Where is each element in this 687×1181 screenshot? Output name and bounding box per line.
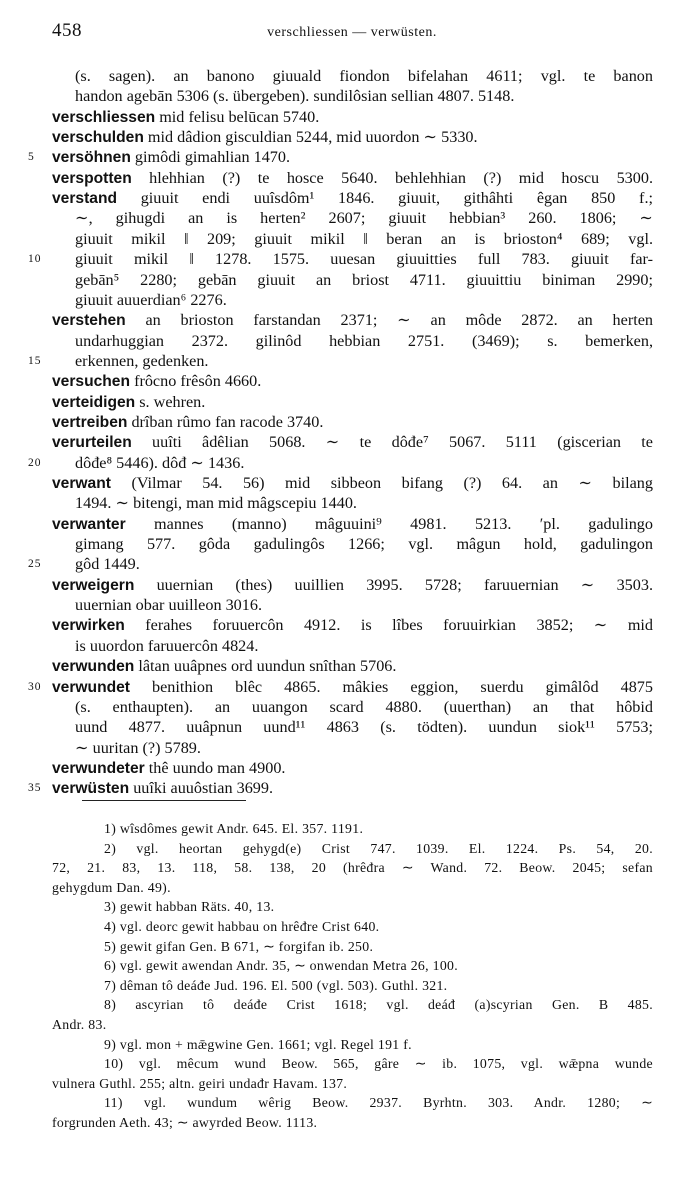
entry-line (0, 432, 687, 453)
entry-body: (s. enthaupten). an uuangon scard 4880. (uuerthan) an that hôbid (75, 697, 653, 716)
entry-text (52, 371, 653, 392)
footnote-text: 5) gewit gifan Gen. B 671, ∼ forgifan ib. 250. (104, 938, 374, 954)
entry-line (0, 351, 687, 372)
entry-body: uuernian obar uuilleon 3016. (75, 596, 263, 615)
entry-body: uuîki auuôstian 3699. (129, 779, 274, 798)
entry-body: mannes (manno) mâguuini⁹ 4981. 5213. ′pl. gadulingo (125, 514, 653, 533)
entry-line (0, 188, 687, 209)
entry-text (75, 554, 653, 575)
headword: verwant (52, 475, 111, 492)
line-number: 20 (28, 456, 42, 469)
headword: verwunden (52, 658, 135, 676)
headword: versöhnen (52, 149, 131, 167)
headword: verspotten (52, 169, 132, 187)
entry-text (52, 147, 653, 168)
headword: verwirken (52, 617, 125, 635)
entry-line (0, 127, 687, 148)
headword: verstehen (52, 312, 126, 330)
entry-text (75, 697, 653, 718)
footnote-line (0, 1092, 687, 1113)
footnote-line (0, 877, 687, 898)
entry-body: uuernian (thes) uuillien 3995. 5728; faruuernian ∼ 3503. (134, 575, 653, 594)
entry-text (52, 615, 653, 636)
footnote-line (0, 916, 687, 937)
footnote-line (0, 857, 687, 878)
entry-text (75, 229, 653, 250)
entry-body: lâtan uuâpnes ord uundun snîthan 5706. (134, 657, 397, 676)
entry-text (75, 351, 653, 372)
footnote-text: 11) vgl. wundum wêrig Beow. 2937. Byrhtn. 303. Andr. 1280; ∼ (104, 1095, 653, 1111)
entry-text (52, 188, 653, 209)
entry-line (0, 392, 687, 413)
headword: verschliessen (52, 108, 156, 126)
entry-body: drîban rûmo fan racode 3740. (127, 412, 324, 431)
footnote-text: 4) vgl. deorc gewit habbau on hrêđre Crist 640. (104, 919, 380, 934)
headword: verwüsten (52, 780, 130, 798)
entry-text (75, 208, 653, 229)
footnote-line (0, 975, 687, 996)
footnote-text: forgrunden Aeth. 43; ∼ awyrded Beow. 1113. (52, 1115, 318, 1130)
entry-line (0, 147, 687, 168)
entry-body: 1494. ∼ bitengi, man mid mâgscepiu 1440. (75, 494, 357, 513)
entry-text (75, 86, 653, 107)
line-number: 25 (28, 558, 42, 571)
footnote-text: 3) gewit habban Räts. 40, 13. (104, 899, 275, 915)
line-number: 10 (28, 253, 42, 266)
entry-line (0, 473, 687, 494)
entry-body: mid felisu belūcan 5740. (155, 107, 320, 126)
entry-body: uund 4877. uuâpnun uund¹¹ 4863 (s. tödten). uundun siok¹¹ 5753; (75, 718, 653, 737)
entry-line (0, 249, 687, 270)
entry-line (0, 168, 687, 189)
footnote-separator (82, 800, 246, 801)
entry-text (75, 738, 653, 759)
entry-body: uuîti âdêlian 5068. ∼ te dôđe⁷ 5067. 5111 (giscerian te (131, 433, 653, 452)
headword: verschulden (52, 129, 144, 147)
entry-line (0, 534, 687, 555)
entry-line (0, 270, 687, 291)
entry-text (52, 168, 653, 189)
entry-body: gimôdi gimahlian 1470. (130, 148, 291, 167)
entry-line (0, 778, 687, 799)
line-number: 15 (28, 354, 42, 367)
entry-line (0, 738, 687, 759)
entry-text (52, 758, 653, 779)
entry-line (0, 514, 687, 535)
footnote-text: Andr. 83. (52, 1017, 107, 1032)
entry-line (0, 656, 687, 677)
footnote-line (0, 1014, 687, 1035)
entry-text (52, 412, 653, 433)
headword: verstand (52, 190, 118, 208)
entry-body: (Vilmar 54. 56) mid sibbeon bifang (?) 64. an ∼ bilang (110, 474, 653, 492)
entry-text (52, 575, 653, 596)
entry-text (75, 595, 653, 616)
entry-line (0, 107, 687, 128)
entry-line (0, 595, 687, 616)
entry-text (75, 534, 653, 555)
entry-line (0, 554, 687, 575)
entry-text (75, 636, 653, 657)
footnote-line (0, 896, 687, 917)
footnote-text: 72, 21. 83, 13. 118, 58. 138, 20 (hrêđra ∼ Wand. 72. Beow. 2045; sefan (52, 860, 653, 876)
page-number: 458 (52, 20, 82, 41)
footnote-line (0, 936, 687, 957)
entry-line (0, 86, 687, 107)
entry-text (75, 453, 653, 474)
footnote-text: 10) vgl. mêcum wund Beow. 565, gâre ∼ ib. 1075, vgl. wǣpna wunde (104, 1056, 653, 1072)
headword: verwundet (52, 678, 130, 696)
running-head: verschliessen — verwüsten. (267, 25, 437, 40)
entry-line (0, 758, 687, 779)
line-number: 30 (28, 680, 42, 693)
entry-text (75, 290, 653, 311)
entry-line (0, 310, 687, 331)
entry-body: gebān⁵ 2280; gebān giuuit an briost 4711. giuuittiu biniman 2990; (75, 270, 653, 289)
entry-text (75, 493, 653, 514)
entry-text (52, 432, 653, 453)
entry-text (75, 249, 653, 270)
entry-line (0, 412, 687, 433)
footnote-line (0, 838, 687, 859)
entry-line (0, 636, 687, 657)
entry-line (0, 717, 687, 738)
entry-text (52, 310, 653, 331)
entry-body: giuuit endi uuîsdôm¹ 1846. giuuit, githâhti êgan 850 f.; (117, 189, 653, 208)
headword: vertreiben (52, 413, 128, 431)
footnote-line (0, 994, 687, 1015)
entry-body: gimang 577. gôda gadulingôs 1266; vgl. mâgun hold, gadulingon (75, 535, 653, 554)
footnote-text: 2) vgl. heortan gehygd(e) Crist 747. 1039. El. 1224. Ps. 54, 20. (104, 840, 653, 856)
footnote-line (0, 818, 687, 839)
entry-text (75, 717, 653, 738)
entry-text (52, 392, 653, 413)
entry-line (0, 208, 687, 229)
entry-body: undarhuggian 2372. gilinôd hebbian 2751. (3469); s. bemerken, (75, 331, 653, 350)
entry-body: ∼ uuritan (?) 5789. (75, 738, 201, 757)
headword: verteidigen (52, 393, 136, 411)
entry-text (75, 331, 653, 352)
footnote-line (0, 1112, 687, 1133)
entry-line (0, 229, 687, 250)
entry-body: gôd 1449. (75, 555, 140, 574)
footnote-line (0, 1034, 687, 1055)
entry-text (52, 514, 653, 535)
footnote-text: 9) vgl. mon + mǣgwine Gen. 1661; vgl. Regel 191 f. (104, 1036, 412, 1052)
footnote-text: vulnera Guthl. 255; altn. geiri undađr Havam. 137. (52, 1075, 348, 1091)
entry-line (0, 371, 687, 392)
entry-text (75, 66, 653, 87)
entry-body: mid dâdion gisculdian 5244, mid uuordon ∼ 5330. (143, 128, 478, 147)
entry-body: an brioston farstandan 2371; ∼ an môde 2872. an herten (125, 311, 653, 330)
entry-line (0, 677, 687, 698)
entry-text (52, 778, 653, 799)
entry-body: ∼, gihugdi an is herten² 2607; giuuit hebbian³ 260. 1806; ∼ (75, 209, 653, 228)
page-header (52, 20, 652, 44)
footnote-text: 6) vgl. gewit awendan Andr. 35, ∼ onwendan Metra 26, 100. (104, 958, 458, 974)
headword: verwundeter (52, 759, 145, 777)
entry-text (52, 473, 653, 494)
line-number: 35 (28, 782, 42, 795)
entry-body: handon agebān 5306 (s. übergeben). sundilôsian sellian 4807. 5148. (75, 87, 515, 106)
entry-body: giuuit mikil ‖ 1278. 1575. uuesan giuuitties full 783. giuuit far- (75, 250, 653, 269)
entry-text (52, 656, 653, 677)
entry-text (75, 270, 653, 291)
entry-line (0, 493, 687, 514)
footnote-text: 7) dêman tô deáđe Jud. 196. El. 500 (vgl. 503). Guthl. 321. (104, 977, 448, 993)
footnote-text: 8) ascyrian tô deáđe Crist 1618; vgl. deáđ (a)scyrian Gen. B 485. (104, 997, 653, 1013)
footnote-line (0, 955, 687, 976)
entry-line (0, 66, 687, 87)
footnote-text: 1) wîsdômes gewit Andr. 645. El. 357. 1191. (104, 821, 364, 836)
footnote-text: gehygdum Dan. 49). (52, 879, 171, 895)
entry-body: s. wehren. (135, 392, 206, 411)
line-number: 5 (28, 151, 35, 164)
entry-body: giuuit auuerdian⁶ 2276. (75, 290, 227, 309)
entry-line (0, 615, 687, 636)
entry-text (52, 127, 653, 148)
headword: verurteilen (52, 434, 132, 452)
entry-body: dôđe⁸ 5446). dôđ ∼ 1436. (75, 453, 245, 472)
entry-body: is uuordon faruuercôn 4824. (75, 636, 259, 655)
entry-line (0, 290, 687, 311)
entry-body: thê uundo man 4900. (144, 758, 286, 777)
entry-line (0, 575, 687, 596)
entry-text (52, 107, 653, 128)
headword: versuchen (52, 373, 131, 391)
entry-body: benithion blêc 4865. mâkies eggion, suerdu gimâlôd 4875 (129, 677, 653, 696)
headword: verweigern (52, 576, 135, 594)
entry-body: erkennen, gedenken. (75, 351, 209, 370)
entry-body: ferahes foruuercôn 4912. is lîbes foruuirkian 3852; ∼ mid (124, 616, 653, 635)
entry-body: giuuit mikil ‖ 209; giuuit mikil ‖ beran an is brioston⁴ 689; vgl. (75, 229, 653, 248)
footnote-line (0, 1053, 687, 1074)
headword: verwanter (52, 515, 126, 533)
entry-line (0, 331, 687, 352)
entry-line (0, 697, 687, 718)
entry-text (52, 677, 653, 698)
entry-body: hlehhian (?) te hosce 5640. behlehhian (?) mid hoscu 5300. (131, 168, 653, 187)
entry-body: frôcno frêsôn 4660. (130, 372, 262, 391)
entry-line (0, 453, 687, 474)
footnote-line (0, 1073, 687, 1094)
entry-body: (s. sagen). an banono giuuald fiondon bifelahan 4611; vgl. te banon (75, 67, 653, 85)
